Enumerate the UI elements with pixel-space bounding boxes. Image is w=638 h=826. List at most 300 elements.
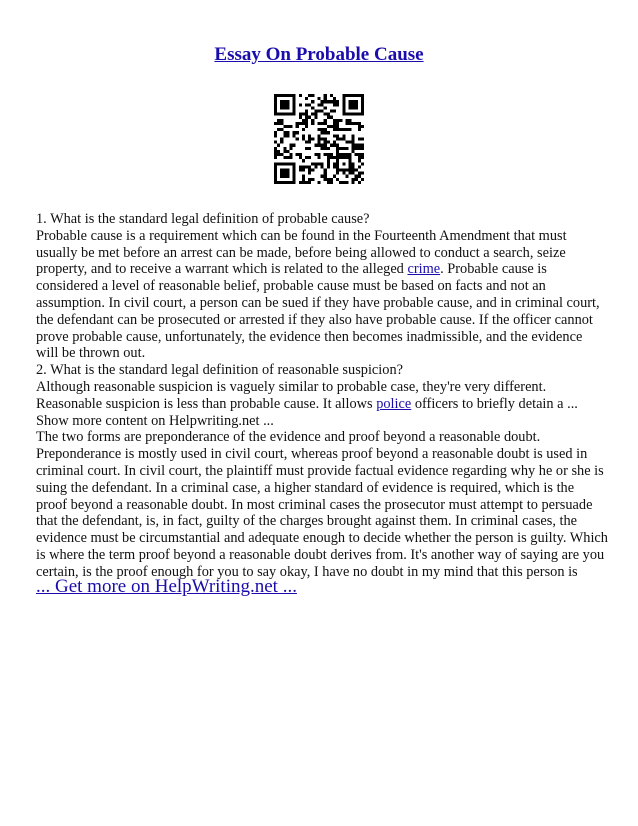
qr-module <box>274 103 277 106</box>
qr-module <box>327 178 330 181</box>
qr-module <box>339 119 342 122</box>
qr-module <box>317 97 320 100</box>
qr-module <box>283 134 286 137</box>
qr-module <box>277 113 280 116</box>
qr-module <box>293 94 296 97</box>
qr-module <box>290 125 293 128</box>
qr-module <box>333 97 336 100</box>
qr-module <box>286 103 289 106</box>
qr-module <box>327 116 330 119</box>
qr-module <box>321 165 324 168</box>
crime-link[interactable]: crime <box>407 261 441 278</box>
qr-module <box>277 181 280 184</box>
qr-module <box>345 156 348 159</box>
qr-module <box>308 168 311 171</box>
question-1: 1. What is the standard legal definition of probable cause? <box>36 211 370 227</box>
qr-module <box>342 147 345 150</box>
qr-module <box>280 181 283 184</box>
qr-module <box>321 100 324 103</box>
qr-module <box>277 162 280 165</box>
qr-module <box>358 153 361 156</box>
qr-module <box>352 168 355 171</box>
qr-module <box>348 153 351 156</box>
qr-module <box>305 122 308 125</box>
qr-module <box>286 94 289 97</box>
qr-module <box>342 172 345 175</box>
qr-module <box>324 147 327 150</box>
qr-module <box>336 125 339 128</box>
qr-module <box>283 156 286 159</box>
qr-module <box>293 175 296 178</box>
qr-module <box>352 134 355 137</box>
qr-module <box>280 103 283 106</box>
qr-module <box>345 122 348 125</box>
qr-module <box>299 156 302 159</box>
qr-module <box>352 150 355 153</box>
qr-module <box>299 165 302 168</box>
qr-module <box>358 156 361 159</box>
qr-module <box>324 153 327 156</box>
qr-module <box>330 94 333 97</box>
qr-module <box>290 162 293 165</box>
qr-module <box>274 156 277 159</box>
qr-module <box>336 178 339 181</box>
qr-module <box>333 119 336 122</box>
qr-module <box>336 165 339 168</box>
qr-module <box>283 181 286 184</box>
qr-module <box>311 100 314 103</box>
qr-code-icon <box>274 94 364 184</box>
qr-module <box>314 165 317 168</box>
qr-module <box>361 94 364 97</box>
qr-module <box>280 128 283 131</box>
qr-module <box>286 100 289 103</box>
qr-module <box>296 153 299 156</box>
qr-module <box>355 168 358 171</box>
qr-module <box>296 137 299 140</box>
qr-module <box>299 116 302 119</box>
qr-module <box>302 178 305 181</box>
qr-module <box>286 175 289 178</box>
qr-module <box>342 137 345 140</box>
qr-module <box>308 181 311 184</box>
qr-module <box>280 168 283 171</box>
qr-module <box>361 147 364 150</box>
qr-module <box>348 165 351 168</box>
qr-module <box>293 110 296 113</box>
qr-module <box>361 103 364 106</box>
qr-module <box>290 144 293 147</box>
qr-module <box>355 113 358 116</box>
qr-module <box>283 147 286 150</box>
qr-module <box>358 159 361 162</box>
qr-module <box>324 131 327 134</box>
qr-module <box>317 153 320 156</box>
qr-module <box>296 125 299 128</box>
qr-module <box>330 181 333 184</box>
qr-module <box>283 168 286 171</box>
qr-module <box>336 156 339 159</box>
qr-module <box>302 159 305 162</box>
qr-module <box>324 119 327 122</box>
qr-module <box>336 134 339 137</box>
qr-module <box>333 141 336 144</box>
qr-module <box>305 119 308 122</box>
qr-module <box>293 97 296 100</box>
qr-module <box>352 141 355 144</box>
qr-module <box>299 122 302 125</box>
qr-module <box>317 181 320 184</box>
qr-module <box>311 122 314 125</box>
qr-module <box>293 172 296 175</box>
qr-module <box>299 94 302 97</box>
qr-module <box>348 162 351 165</box>
qr-module <box>327 131 330 134</box>
qr-module <box>286 106 289 109</box>
qr-module <box>348 103 351 106</box>
qr-module <box>321 147 324 150</box>
qr-module <box>355 100 358 103</box>
qr-module <box>327 162 330 165</box>
qr-module <box>361 153 364 156</box>
qr-module <box>348 168 351 171</box>
qr-module <box>333 128 336 131</box>
qr-module <box>308 141 311 144</box>
qr-module <box>342 134 345 137</box>
qr-module <box>345 153 348 156</box>
qr-module <box>280 162 283 165</box>
qr-module <box>321 128 324 131</box>
qr-module <box>342 94 345 97</box>
qr-module <box>302 168 305 171</box>
qr-module <box>317 122 320 125</box>
qr-module <box>348 119 351 122</box>
qr-module <box>274 100 277 103</box>
qr-module <box>342 153 345 156</box>
qr-module <box>324 106 327 109</box>
qr-module <box>361 172 364 175</box>
qr-module <box>280 113 283 116</box>
qr-module <box>348 128 351 131</box>
qr-module <box>336 147 339 150</box>
qr-module <box>290 153 293 156</box>
qr-module <box>352 165 355 168</box>
qr-module <box>286 131 289 134</box>
qr-module <box>336 168 339 171</box>
qr-module <box>342 97 345 100</box>
qr-module <box>333 103 336 106</box>
qr-module <box>345 119 348 122</box>
qr-module <box>355 178 358 181</box>
question-2: 2. What is the standard legal definition of reasonable suspicion? <box>36 362 403 379</box>
qr-module <box>283 100 286 103</box>
qr-module <box>324 175 327 178</box>
qr-module <box>305 116 308 119</box>
answer-1: Probable cause is a requirement which can be found in the Fourteenth Amendment that must usually be met before an arrest can be made, before being allowed to conduct a search, seize property, and to receive a warrant which is related to the alleged crime. Probable cause is considered a level of reasonable belief, probable cause must be based on facts and not an assumption. In civil court, a person can be sued if they have probable cause, and in criminal court, the defendant can be prosecuted or arrested if they also have probable cause. If the officer cannot prove probable cause, unfortunately, the evidence then becomes inadmissible, and the evidence will be thrown out. <box>36 227 600 362</box>
qr-module <box>352 137 355 140</box>
qr-module <box>321 144 324 147</box>
qr-module <box>317 137 320 140</box>
qr-module <box>339 137 342 140</box>
qr-module <box>330 156 333 159</box>
qr-module <box>333 165 336 168</box>
qr-module <box>355 147 358 150</box>
qr-module <box>333 134 336 137</box>
qr-module <box>286 113 289 116</box>
qr-module <box>277 144 280 147</box>
qr-module <box>280 119 283 122</box>
qr-module <box>352 94 355 97</box>
qr-module <box>355 175 358 178</box>
qr-module <box>305 156 308 159</box>
qr-module <box>308 134 311 137</box>
document-title[interactable]: Essay On Probable Cause <box>214 44 424 65</box>
qr-module <box>277 128 280 131</box>
qr-module <box>345 147 348 150</box>
qr-module <box>330 125 333 128</box>
qr-module <box>277 94 280 97</box>
qr-module <box>293 178 296 181</box>
qr-module <box>352 144 355 147</box>
qr-module <box>327 165 330 168</box>
qr-module <box>345 175 348 178</box>
qr-module <box>348 94 351 97</box>
qr-module <box>330 153 333 156</box>
qr-module <box>336 162 339 165</box>
qr-module <box>299 103 302 106</box>
qr-module <box>283 175 286 178</box>
qr-module <box>324 168 327 171</box>
qr-module <box>358 144 361 147</box>
qr-module <box>345 94 348 97</box>
qr-module <box>280 122 283 125</box>
qr-module <box>302 113 305 116</box>
qr-module <box>324 113 327 116</box>
qr-module <box>330 178 333 181</box>
qr-module <box>327 141 330 144</box>
qr-module <box>361 178 364 181</box>
qr-module <box>317 134 320 137</box>
qr-module <box>302 165 305 168</box>
qr-module <box>286 162 289 165</box>
qr-module <box>302 134 305 137</box>
qr-module <box>274 110 277 113</box>
qr-module <box>305 147 308 150</box>
qr-module <box>293 165 296 168</box>
qr-module <box>352 103 355 106</box>
qr-module <box>299 168 302 171</box>
qr-module <box>274 162 277 165</box>
qr-module <box>333 125 336 128</box>
qr-module <box>308 147 311 150</box>
qr-module <box>339 147 342 150</box>
qr-module <box>311 119 314 122</box>
qr-module <box>339 168 342 171</box>
qr-module <box>286 125 289 128</box>
qr-module <box>358 122 361 125</box>
qr-module <box>299 153 302 156</box>
qr-module <box>280 175 283 178</box>
qr-module <box>308 165 311 168</box>
qr-module <box>274 113 277 116</box>
qr-module <box>277 122 280 125</box>
qr-module <box>348 159 351 162</box>
paragraph-3: The two forms are preponderance of the evidence and proof beyond a reasonable doubt. Preponderance is mostly used in civil court, whereas proof beyond a reasonable doubt is used in criminal court. In civil court, the plaintiff must provide factual evidence regarding why he or she is suing the defendant. In a criminal case, a higher standard of evidence is required, which is the proof beyond a reasonable doubt. In most criminal cases the prosecutor must attempt to persuade that the defendant, is, in fact, guilty of the charges brought against them. In criminal cases, the evidence must be circumstantial and adequate enough to decide whether the person is guilty. Which is where the term proof beyond a reasonable doubt derives from. It's another way of saying are you certain, is the proof enough for you to say okay, I have no doubt in my mind that this person is <box>36 429 608 580</box>
qr-module <box>305 97 308 100</box>
qr-module <box>283 131 286 134</box>
qr-module <box>283 106 286 109</box>
qr-module <box>336 100 339 103</box>
qr-module <box>327 181 330 184</box>
qr-module <box>293 113 296 116</box>
qr-module <box>345 141 348 144</box>
qr-module <box>286 134 289 137</box>
qr-module <box>302 181 305 184</box>
qr-module <box>321 162 324 165</box>
qr-module <box>311 168 314 171</box>
get-more-link[interactable]: ... Get more on HelpWriting.net ... <box>36 576 297 597</box>
qr-module <box>280 100 283 103</box>
qr-module <box>314 162 317 165</box>
qr-module <box>305 110 308 113</box>
qr-module <box>293 134 296 137</box>
qr-module <box>280 141 283 144</box>
qr-module <box>305 113 308 116</box>
qr-module <box>352 100 355 103</box>
qr-module <box>277 153 280 156</box>
qr-module <box>302 128 305 131</box>
qr-module <box>361 106 364 109</box>
qr-module <box>308 94 311 97</box>
qr-module <box>342 156 345 159</box>
qr-module <box>324 141 327 144</box>
qr-module <box>333 110 336 113</box>
qr-module <box>342 113 345 116</box>
qr-module <box>283 172 286 175</box>
qr-module <box>299 181 302 184</box>
qr-module <box>314 116 317 119</box>
qr-module <box>283 103 286 106</box>
qr-module <box>361 137 364 140</box>
essay-body <box>36 211 608 581</box>
qr-module <box>305 141 308 144</box>
qr-module <box>358 181 361 184</box>
qr-module <box>317 141 320 144</box>
qr-module <box>317 156 320 159</box>
qr-module <box>339 128 342 131</box>
qr-module <box>336 159 339 162</box>
qr-module <box>308 103 311 106</box>
qr-module <box>311 113 314 116</box>
qr-module <box>361 97 364 100</box>
qr-module <box>348 113 351 116</box>
qr-module <box>293 103 296 106</box>
qr-module <box>290 94 293 97</box>
police-link[interactable]: police <box>376 395 412 412</box>
qr-module <box>293 131 296 134</box>
qr-module <box>274 181 277 184</box>
qr-module <box>277 119 280 122</box>
qr-module <box>342 103 345 106</box>
qr-module <box>324 144 327 147</box>
qr-module <box>280 106 283 109</box>
qr-module <box>333 122 336 125</box>
qr-module <box>342 106 345 109</box>
qr-module <box>274 131 277 134</box>
qr-module <box>317 103 320 106</box>
qr-module <box>361 162 364 165</box>
qr-module <box>355 94 358 97</box>
qr-module <box>274 141 277 144</box>
qr-module <box>293 106 296 109</box>
qr-module <box>336 172 339 175</box>
qr-module <box>290 147 293 150</box>
qr-module <box>336 128 339 131</box>
qr-module <box>342 181 345 184</box>
qr-module <box>333 156 336 159</box>
qr-module <box>327 113 330 116</box>
qr-module <box>355 122 358 125</box>
qr-module <box>280 137 283 140</box>
qr-module <box>336 153 339 156</box>
qr-module <box>358 137 361 140</box>
qr-module <box>321 137 324 140</box>
qr-module <box>317 128 320 131</box>
qr-module <box>305 181 308 184</box>
qr-module <box>355 106 358 109</box>
qr-module <box>352 106 355 109</box>
qr-module <box>336 122 339 125</box>
qr-module <box>274 122 277 125</box>
qr-module <box>358 172 361 175</box>
qr-module <box>330 110 333 113</box>
qr-module <box>358 125 361 128</box>
qr-module <box>333 100 336 103</box>
qr-module <box>361 125 364 128</box>
qr-module <box>348 156 351 159</box>
qr-module <box>352 178 355 181</box>
qr-module <box>314 113 317 116</box>
qr-module <box>330 100 333 103</box>
qr-module <box>339 156 342 159</box>
qr-module <box>361 113 364 116</box>
qr-module <box>339 181 342 184</box>
qr-module <box>327 159 330 162</box>
qr-module <box>283 113 286 116</box>
qr-module <box>305 165 308 168</box>
qr-module <box>286 156 289 159</box>
qr-module <box>293 144 296 147</box>
qr-module <box>348 100 351 103</box>
qr-module <box>302 175 305 178</box>
qr-module <box>283 150 286 153</box>
qr-module <box>277 150 280 153</box>
qr-module <box>274 178 277 181</box>
qr-module <box>361 156 364 159</box>
qr-module <box>274 168 277 171</box>
qr-module <box>305 125 308 128</box>
qr-module <box>299 113 302 116</box>
qr-module <box>321 103 324 106</box>
qr-module <box>308 116 311 119</box>
qr-module <box>321 122 324 125</box>
qr-module <box>336 103 339 106</box>
qr-module <box>358 94 361 97</box>
qr-module <box>342 110 345 113</box>
qr-module <box>286 181 289 184</box>
qr-module <box>280 172 283 175</box>
qr-module <box>336 119 339 122</box>
